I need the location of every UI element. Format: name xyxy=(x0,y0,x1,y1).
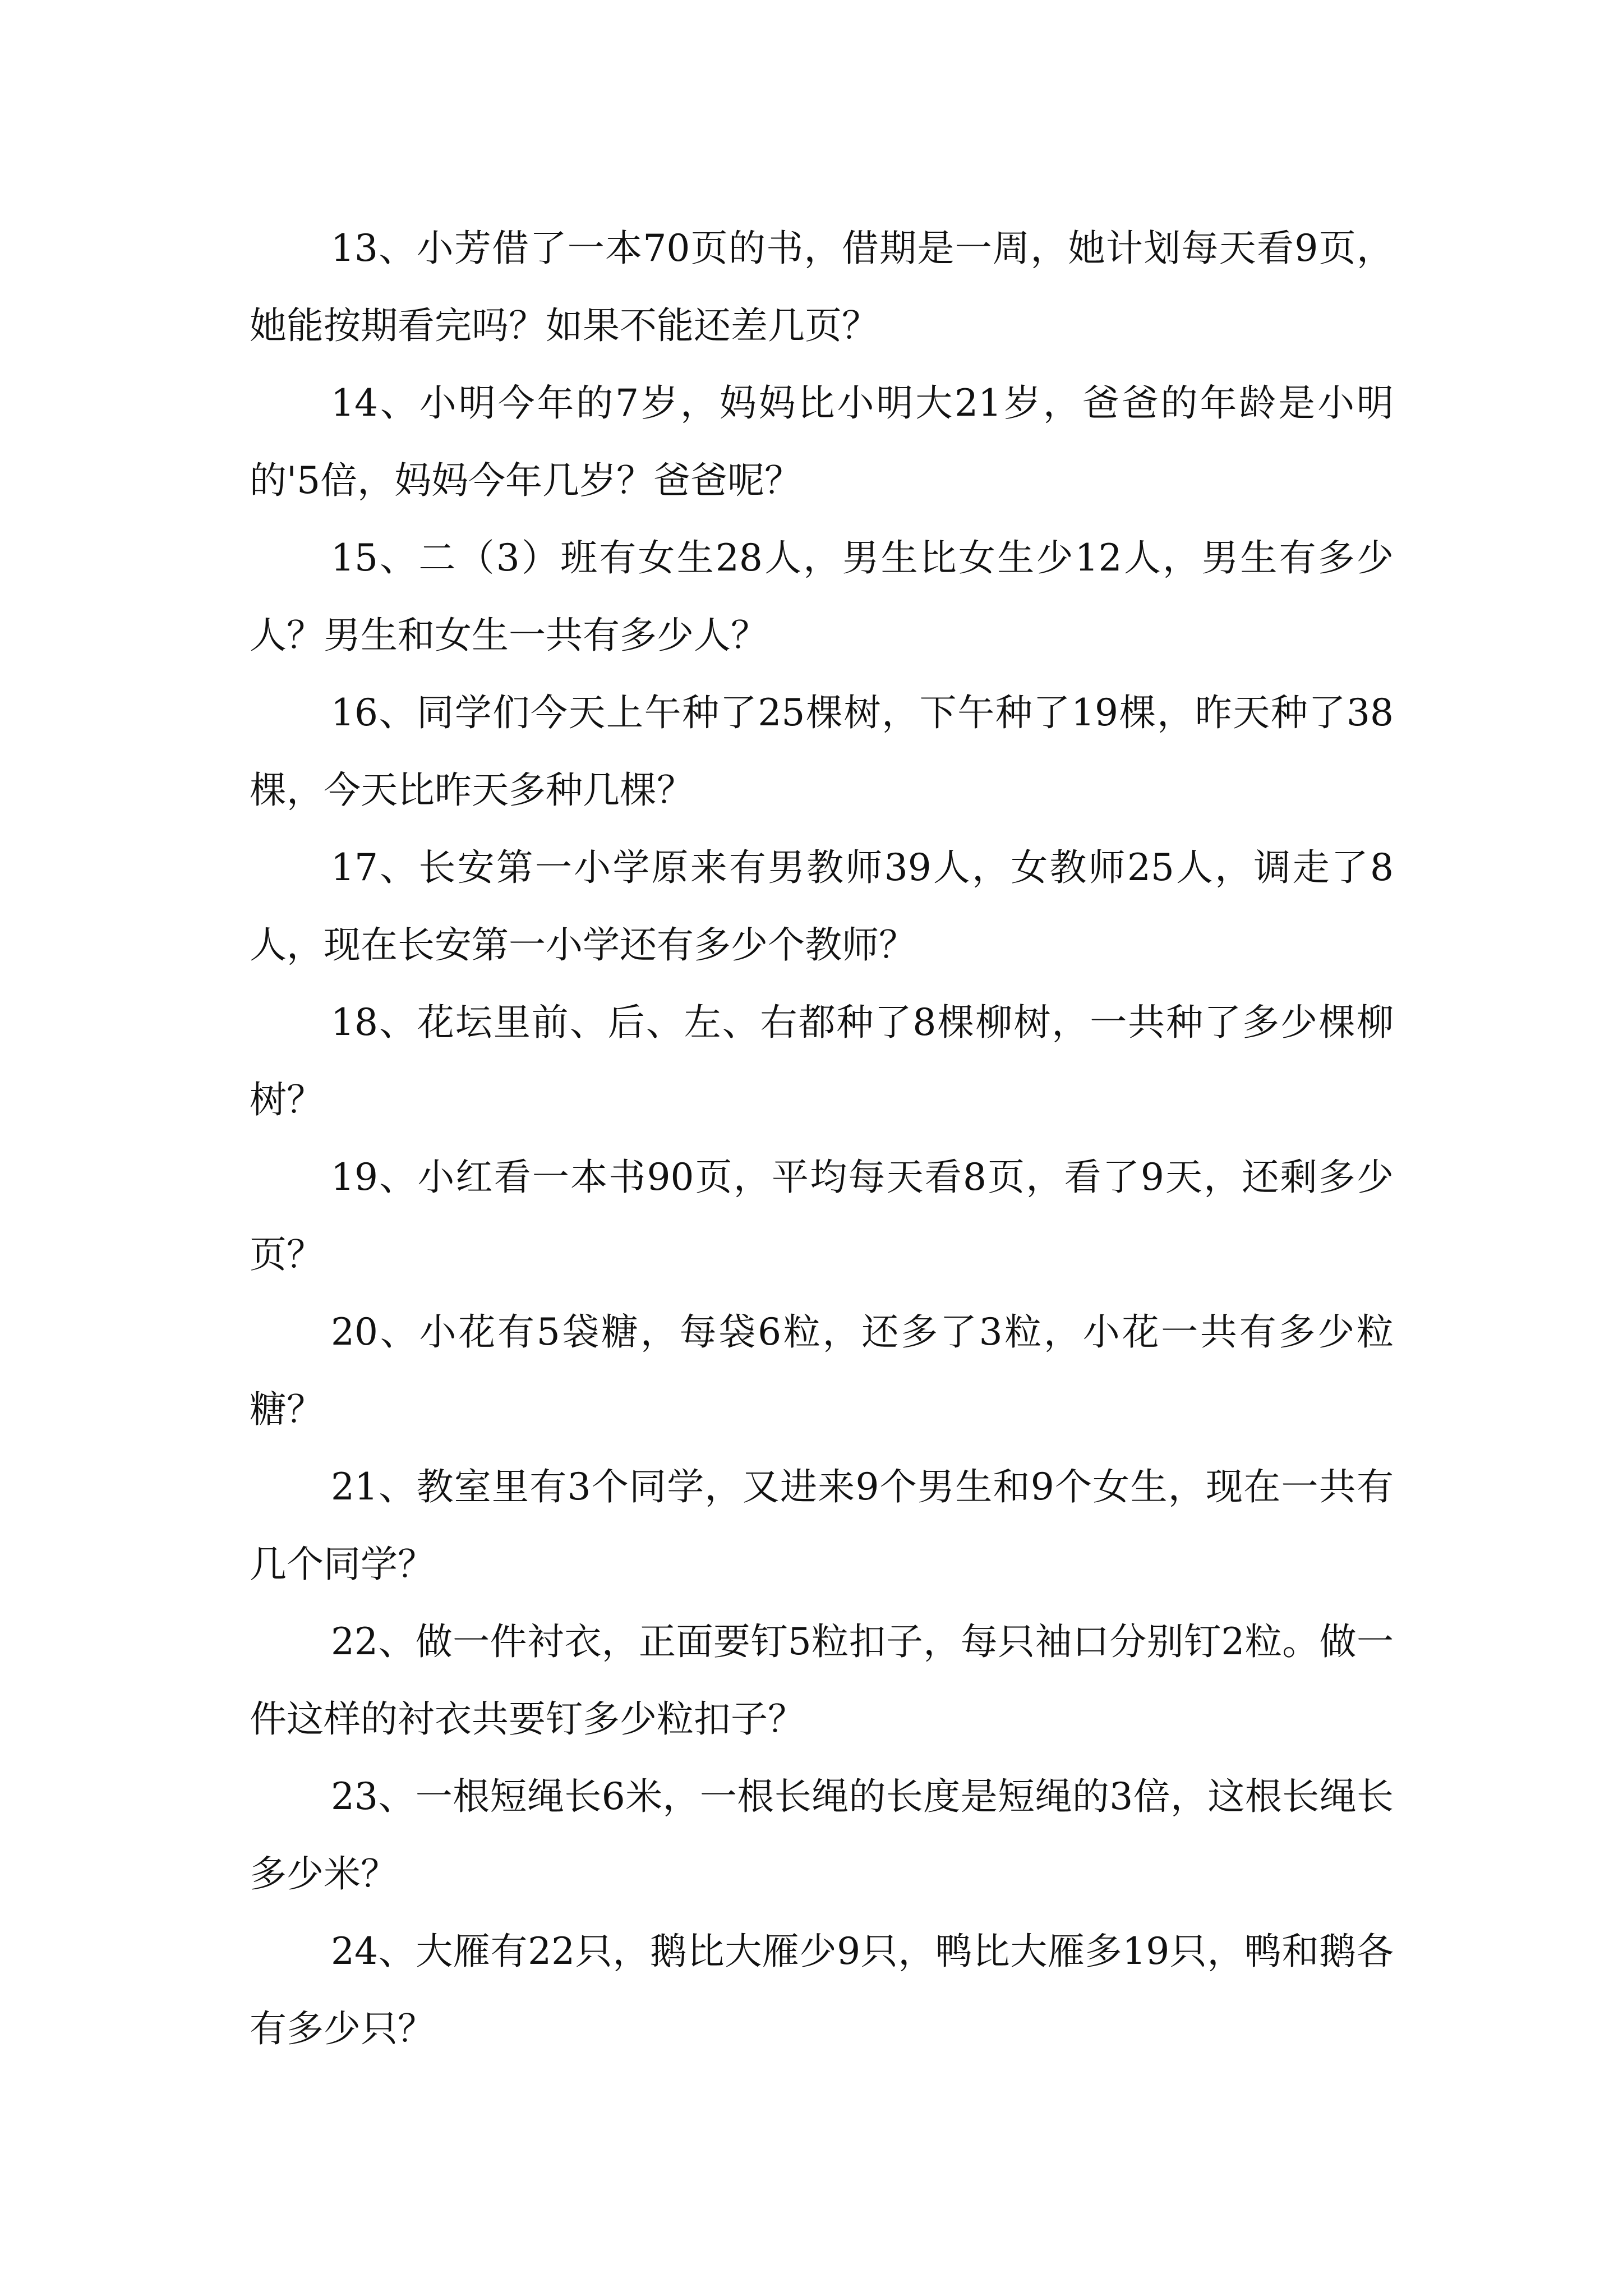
problem-17: 17、长安第一小学原来有男教师39人，女教师25人，调走了8人，现在长安第一小学还有多少个教师？ xyxy=(250,846,1394,967)
problem-19: 19、小红看一本书90页，平均每天看8页，看了9天，还剩多少页？ xyxy=(250,1156,1394,1276)
problem-18: 18、花坛里前、后、左、右都种了8棵柳树，一共种了多少棵柳树？ xyxy=(250,1001,1394,1121)
problem-20: 20、小花有5袋糖，每袋6粒，还多了3粒，小花一共有多少粒糖？ xyxy=(250,1310,1394,1431)
problem-16: 16、同学们今天上午种了25棵树，下午种了19棵，昨天种了38棵，今天比昨天多种几棵？ xyxy=(250,691,1394,812)
problem-23: 23、一根短绳长6米，一根长绳的长度是短绳的3倍，这根长绳长多少米？ xyxy=(250,1775,1394,1895)
problem-list xyxy=(250,210,1394,2068)
problem-15: 15、二（3）班有女生28人，男生比女生少12人，男生有多少人？男生和女生一共有多少人？ xyxy=(250,536,1394,657)
problem-14: 14、小明今年的7岁，妈妈比小明大21岁，爸爸的年龄是小明的'5倍，妈妈今年几岁？爸爸呢？ xyxy=(250,381,1394,502)
problem-21: 21、教室里有3个同学，又进来9个男生和9个女生，现在一共有几个同学？ xyxy=(250,1465,1394,1586)
problem-24: 24、大雁有22只，鹅比大雁少9只，鸭比大雁多19只，鸭和鹅各有多少只？ xyxy=(250,1930,1394,2050)
problem-22: 22、做一件衬衣，正面要钉5粒扣子，每只袖口分别钉2粒。做一件这样的衬衣共要钉多少粒扣子？ xyxy=(250,1620,1394,1741)
problem-13: 13、小芳借了一本70页的书，借期是一周，她计划每天看9页，她能按期看完吗？如果不能还差几页？ xyxy=(250,227,1394,347)
